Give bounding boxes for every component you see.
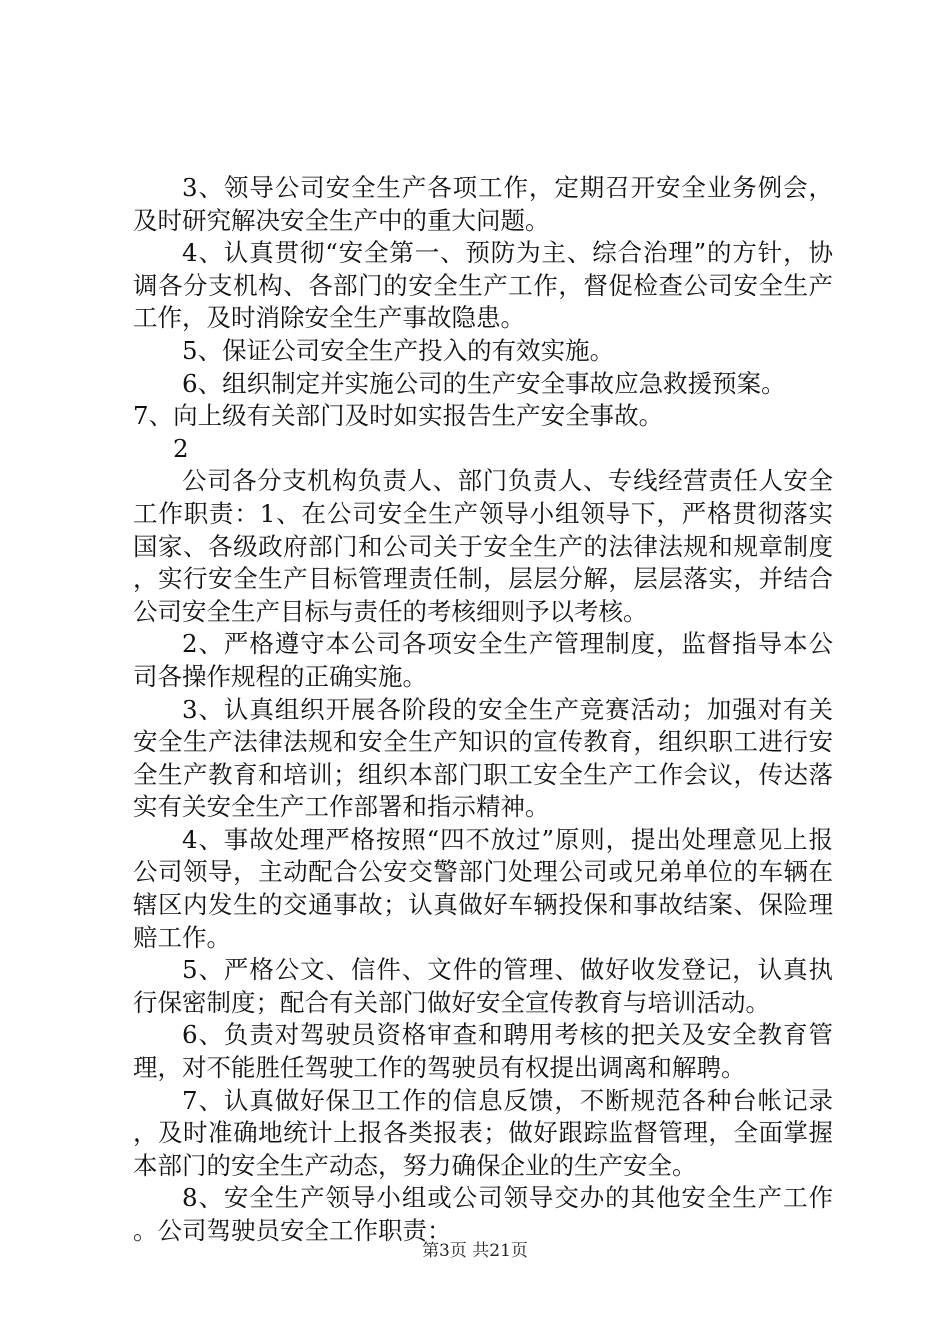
paragraph-duty-8: 8、安全生产领导小组或公司领导交办的其他安全生产工作。公司驾驶员安全工作职责：	[133, 1183, 833, 1245]
paragraph-item-6: 6、组织制定并实施公司的生产安全事故应急救援预案。	[182, 368, 786, 398]
page-footer	[0, 1240, 950, 1262]
document-body	[133, 172, 833, 1248]
paragraph-duty-6: 6、负责对驾驶员资格审查和聘用考核的把关及安全教育管理，对不能胜任驾驶工作的驾驶员有权提出调离和解聘。	[133, 1020, 833, 1083]
paragraph-item-7: 7、向上级有关部门及时如实报告生产安全事故。	[133, 401, 664, 431]
section-number: 2	[173, 433, 189, 463]
paragraph-duty-5: 5、严格公文、信件、文件的管理、做好收发登记，认真执行保密制度；配合有关部门做好安全宣传教育与培训活动。	[133, 955, 833, 1017]
paragraph-item-5: 5、保证公司安全生产投入的有效实施。	[182, 335, 615, 365]
paragraph-item-4: 4、认真贯彻“安全第一、预防为主、综合治理”的方针，协调各分支机构、各部门的安全生产工作，督促检查公司安全生产工作，及时消除安全生产事故隐患。	[133, 238, 833, 333]
paragraph-duty-7: 7、认真做好保卫工作的信息反馈，不断规范各种台帐记录，及时准确地统计上报各类报表；做好跟踪监督管理，全面掌握本部门的安全生产动态，努力确保企业的生产安全。	[133, 1085, 833, 1180]
paragraph-duty-3: 3、认真组织开展各阶段的安全生产竞赛活动；加强对有关安全生产法律法规和安全生产知识的宣传教育，组织职工进行安全生产教育和培训；组织本部门职工安全生产工作会议，传达落实有关安全生产工作部署和指示精神。	[133, 694, 833, 822]
paragraph-item-3: 3、领导公司安全生产各项工作，定期召开安全业务例会，及时研究解决安全生产中的重大问题。	[133, 173, 833, 235]
paragraph-branch-duties: 公司各分支机构负责人、部门负责人、专线经营责任人安全工作职责：1、在公司安全生产领导小组领导下，严格贯彻落实国家、各级政府部门和公司关于安全生产的法律法规和规章制度，实行安全生产目标管理责任制，层层分解，层层落实，并结合公司安全生产目标与责任的考核细则予以考核。	[133, 466, 833, 626]
page-number-label: 第3页 共21页	[422, 1241, 528, 1261]
paragraph-duty-4: 4、事故处理严格按照“四不放过”原则，提出处理意见上报公司领导，主动配合公安交警部门处理公司或兄弟单位的车辆在辖区内发生的交通事故；认真做好车辆投保和事故结案、保险理赔工作。	[133, 824, 833, 952]
paragraph-duty-2: 2、严格遵守本公司各项安全生产管理制度，监督指导本公司各操作规程的正确实施。	[133, 629, 833, 691]
